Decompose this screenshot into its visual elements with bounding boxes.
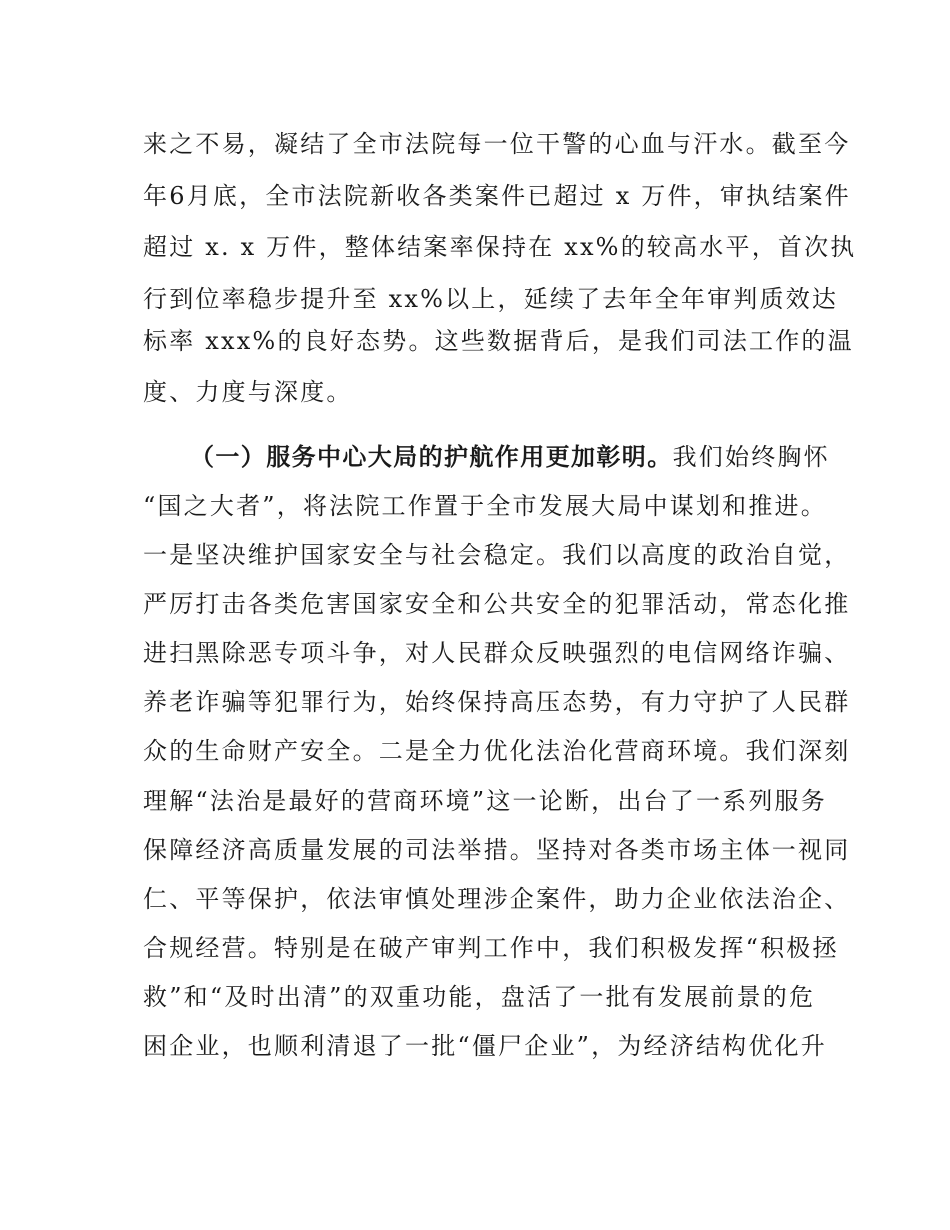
paragraph-line: 合规经营。特别是在破产审判工作中，我们积极发挥“积极拯 [143,934,839,962]
paragraph-line: “国之大者”，将法院工作置于全市发展大局中谋划和推进。 [143,492,827,520]
section-heading: （一）服务中心大局的护航作用更加彰明。 [190,443,673,471]
paragraph-line: 超过 x. x 万件，整体结案率保持在 xx%的较高水平，首次执 [143,233,857,261]
paragraph-line: 严厉打击各类危害国家安全和公共安全的犯罪活动，常态化推 [143,590,851,618]
paragraph-line: 一是坚决维护国家安全与社会稳定。我们以高度的政治自觉， [143,541,851,569]
paragraph-line: 度、力度与深度。 [143,378,353,406]
paragraph-line: 众的生命财产安全。二是全力优化法治化营商环境。我们深刻 [143,737,851,765]
section-heading-rest: 我们始终胸怀 [672,443,830,471]
paragraph-line: 理解“法治是最好的营商环境”这一论断，出台了一系列服务 [143,787,827,815]
paragraph-line: 进扫黑除恶专项斗争，对人民群众反映强烈的电信网络诈骗、 [143,639,851,667]
paragraph-line: 标率 xxx%的良好态势。这些数据背后，是我们司法工作的温 [143,327,854,355]
paragraph-line: 保障经济高质量发展的司法举措。坚持对各类市场主体一视同 [143,836,851,864]
section-heading-line [190,441,830,473]
paragraph-line: 仁、平等保护，依法审慎处理涉企案件，助力企业依法治企、 [143,885,851,913]
paragraph-line: 困企业，也顺利清退了一批“僵尸企业”，为经济结构优化升 [143,1032,827,1060]
paragraph-line: 救”和“及时出清”的双重功能，盘活了一批有发展前景的危 [143,983,816,1011]
paragraph-line: 来之不易，凝结了全市法院每一位干警的心血与汗水。截至今 [143,130,851,158]
paragraph-line: 行到位率稳步提升至 xx%以上，延续了去年全年审判质效达 [143,285,839,313]
paragraph-line: 年6月底，全市法院新收各类案件已超过 x 万件，审执结案件 [143,182,851,210]
paragraph-line: 养老诈骗等犯罪行为，始终保持高压态势，有力守护了人民群 [143,688,851,716]
